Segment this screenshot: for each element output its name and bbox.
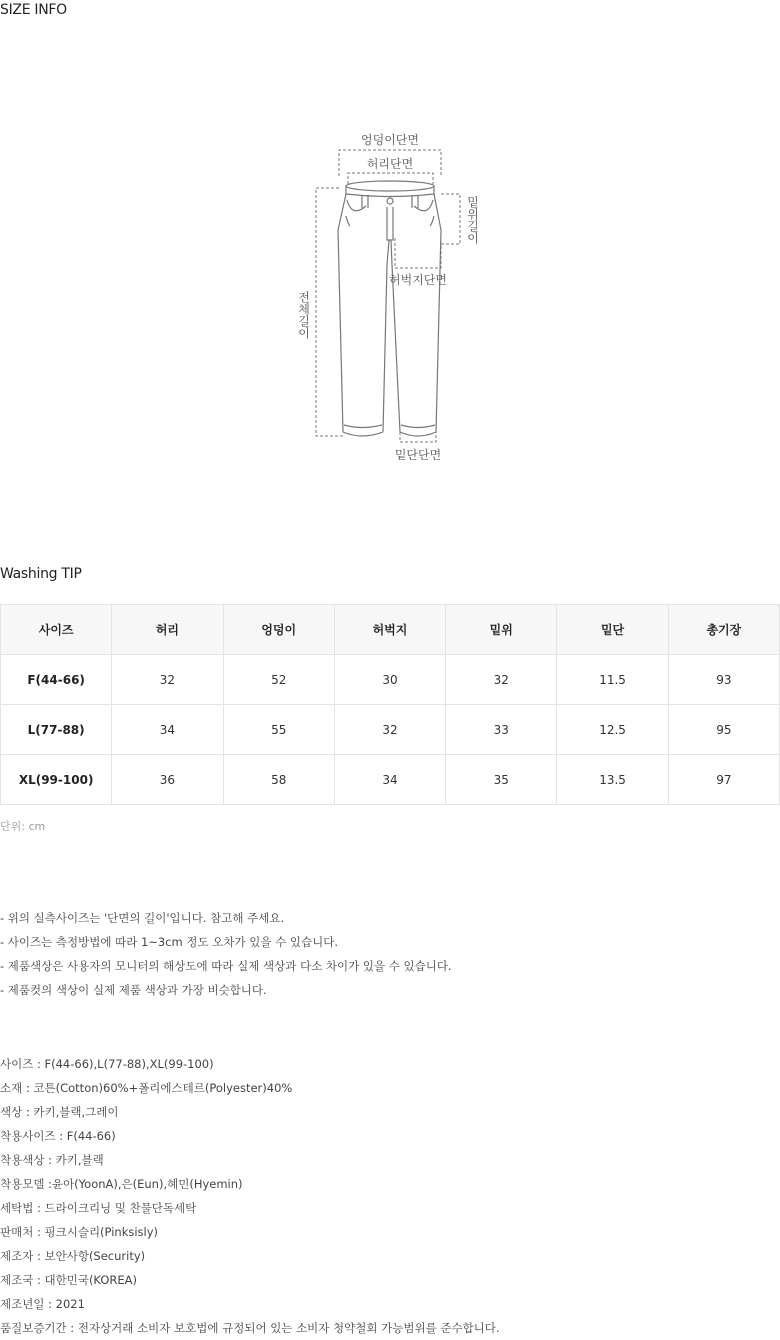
header-hem: 밑단 [557,605,668,655]
size-info-title: SIZE INFO [0,2,67,18]
waist-label: 허리단면 [366,157,414,171]
info-line: 제조국 : 대한민국(KOREA) [0,1273,138,1287]
size-notes [0,906,452,1002]
table-cell: 97 [668,755,779,805]
table-cell: 30 [334,655,445,705]
table-cell: 11.5 [557,655,668,705]
table-cell: 34 [334,755,445,805]
table-row [1,755,780,805]
info-line: 판매처 : 핑크시슬리(Pinksisly) [0,1225,159,1239]
info-line: 사이즈 : F(44-66),L(77-88),XL(99-100) [0,1057,214,1071]
table-row [1,705,780,755]
table-cell: 13.5 [557,755,668,805]
header-rise: 밑위 [446,605,557,655]
table-cell: 52 [223,655,334,705]
header-thigh: 허벅지 [334,605,445,655]
info-line: 제조년일 : 2021 [0,1297,85,1311]
hem-label: 밑단단면 [394,448,442,462]
table-cell: F(44-66) [1,655,112,705]
info-line: 소재 : 코튼(Cotton)60%+폴리에스테르(Polyester)40% [0,1081,293,1095]
table-cell: 32 [446,655,557,705]
info-line: 품질보증기간 : 전자상거래 소비자 보호법에 규정되어 있는 소비자 청약철회 가능범위를 준수합니다. [0,1321,500,1335]
pants-size-diagram [0,120,780,480]
size-table [0,604,780,805]
table-cell: 36 [112,755,223,805]
rise-label: 밑위길이 [465,196,480,244]
table-cell: 34 [112,705,223,755]
header-hip: 엉덩이 [223,605,334,655]
table-cell: 35 [446,755,557,805]
header-total-length: 총기장 [668,605,779,655]
info-line: 착용색상 : 카키,블랙 [0,1153,104,1167]
table-cell: 32 [112,655,223,705]
table-cell: 12.5 [557,705,668,755]
washing-tip-title: Washing TIP [0,566,82,582]
header-waist: 허리 [112,605,223,655]
header-size: 사이즈 [1,605,112,655]
table-cell: 95 [668,705,779,755]
total-length-label: 전체길이 [296,291,311,339]
note-line: - 제품컷의 색상이 실제 제품 색상과 가장 비슷합니다. [0,983,267,997]
table-header-row [1,605,780,655]
info-line: 색상 : 카키,블랙,그레이 [0,1105,119,1119]
table-cell: 55 [223,705,334,755]
info-line: 세탁법 : 드라이크리닝 및 찬물단독세탁 [0,1201,197,1215]
hip-label: 엉덩이단면 [361,133,419,147]
info-line: 제조자 : 보안사항(Security) [0,1249,146,1263]
product-info [0,1052,500,1340]
thigh-label: 허벅지단면 [389,273,447,287]
table-cell: XL(99-100) [1,755,112,805]
table-cell: 58 [223,755,334,805]
info-line: 착용사이즈 : F(44-66) [0,1129,116,1143]
note-line: - 사이즈는 측정방법에 따라 1~3cm 정도 오차가 있을 수 있습니다. [0,935,339,949]
table-cell: L(77-88) [1,705,112,755]
info-line: 착용모델 :윤아(YoonA),은(Eun),혜민(Hyemin) [0,1177,243,1191]
table-cell: 32 [334,705,445,755]
note-line: - 위의 실측사이즈는 '단면의 길이'입니다. 참고해 주세요. [0,911,285,925]
table-row [1,655,780,705]
pants-outline-icon [338,181,441,436]
table-cell: 93 [668,655,779,705]
unit-note: 단위: cm [0,820,46,833]
note-line: - 제품색상은 사용자의 모니터의 해상도에 따라 실제 색상과 다소 차이가 있을 수 있습니다. [0,959,452,973]
table-cell: 33 [446,705,557,755]
